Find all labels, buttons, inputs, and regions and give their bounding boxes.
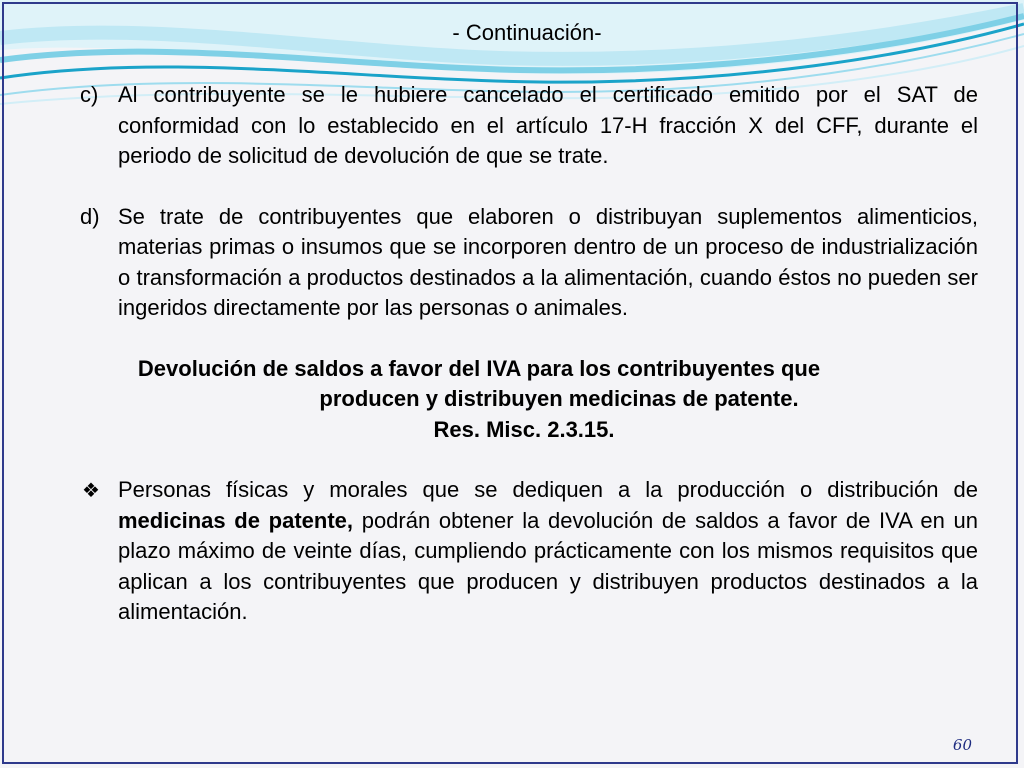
diamond-bullet-icon: ❖ [82,480,100,502]
section-heading [80,354,978,446]
list-item-d-text: Se trate de contribuyentes que elaboren o distribuyan suplementos alimenticios, materias primas o insumos que se incorporen dentro de un proceso de industrialización o transformación a productos destinados a la alimentación, cuando éstos no pueden ser ingeridos directamente por las personas o animales. [118,203,978,320]
slide-title: - Continuación- [452,20,602,45]
list-marker-c: c) [80,82,99,107]
slide-body [80,80,978,628]
list-item-c-text: Al contribuyente se le hubiere cancelado el certificado emitido por el SAT de conformidad con lo establecido en el artículo 17-H fracción X del CFF, durante el periodo de solicitud de devolución de que se trate. [118,82,978,168]
bullet-text-end: podrán obtener la devolución de saldos a favor de IVA en un plazo máximo de veinte días, cumpliendo prácticamente con los mismos requisitos que aplican a los contribuyentes que producen y distribuyen productos destinados a la alimentación. [118,507,978,624]
bullet-text-start: Personas físicas y morales que se dediquen a la producción o distribución de [118,477,978,502]
bullet-item [80,475,978,628]
page-number: 60 [952,736,972,754]
list-item-d [80,202,978,324]
list-marker-d: d) [80,203,100,229]
bullet-text-bold: medicinas de patente, [118,507,354,533]
section-heading-line1: Devolución de saldos a favor del IVA para los contribuyentes que [137,355,821,381]
section-heading-line2: producen y distribuyen medicinas de patente. [319,386,799,411]
section-heading-reference: Res. Misc. 2.3.15. [433,416,615,442]
list-item-c [80,80,978,172]
